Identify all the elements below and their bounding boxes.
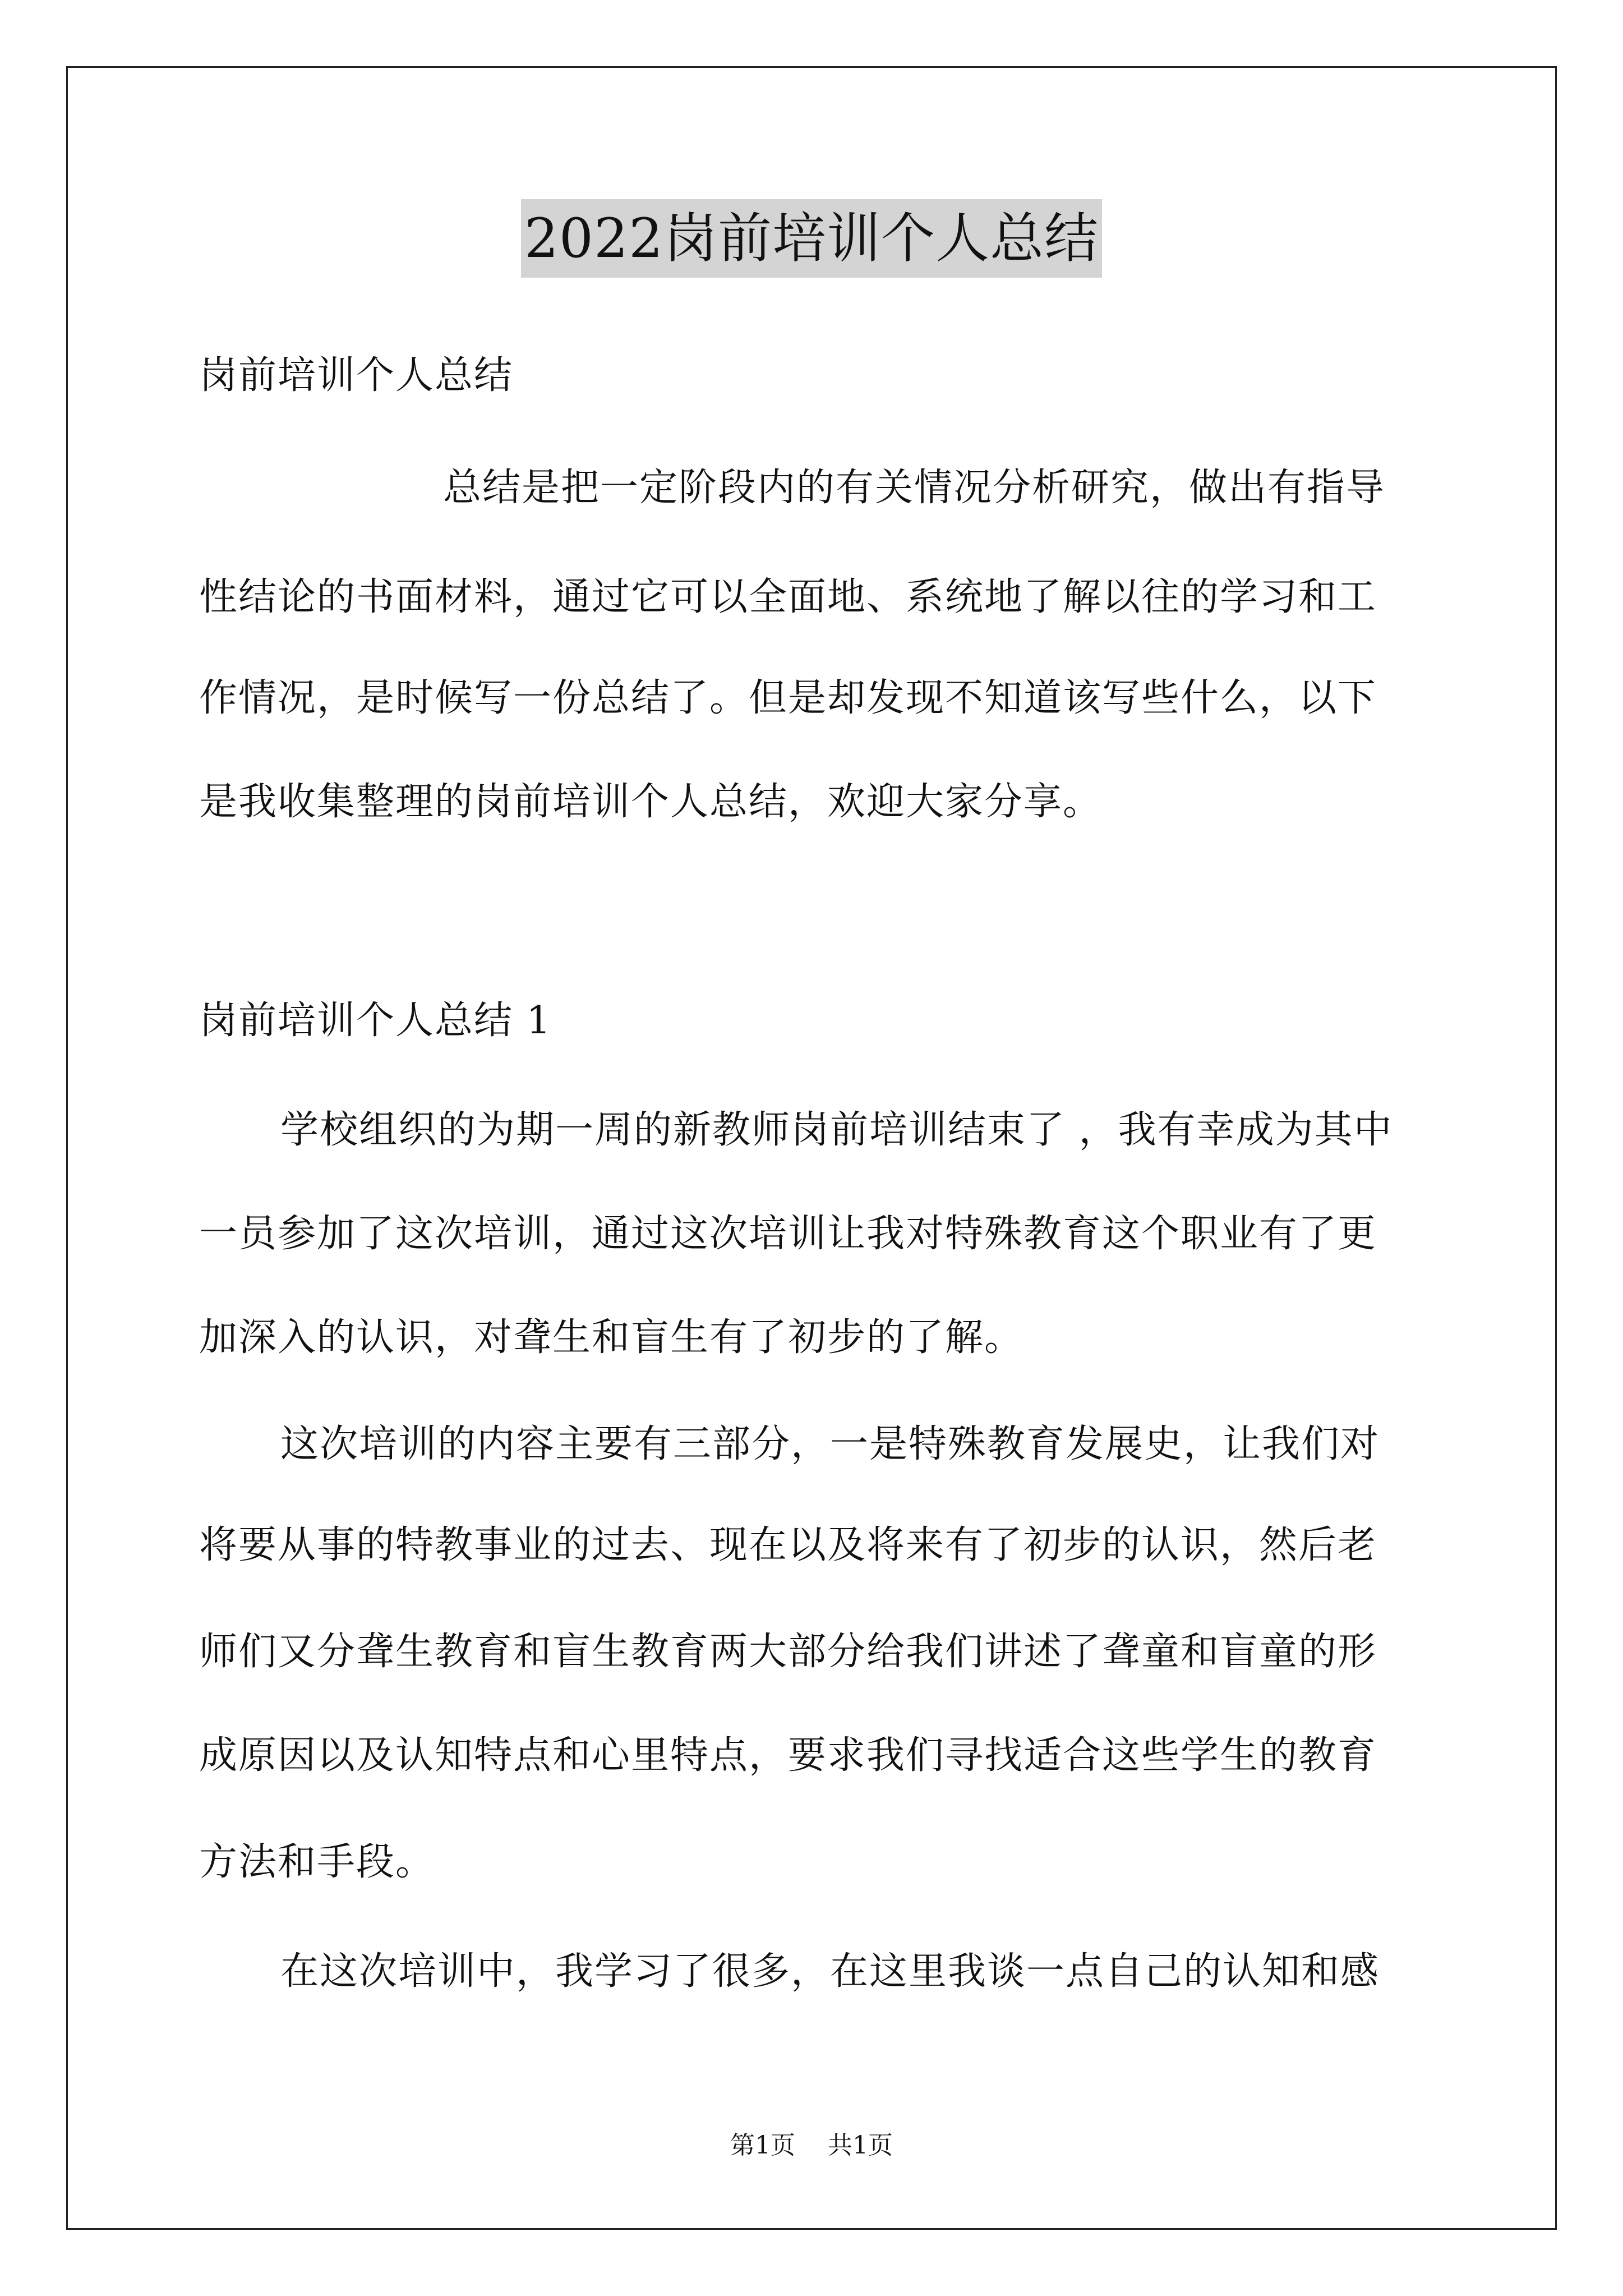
paragraph-line: 作情况，是时候写一份总结了。但是却发现不知道该写些什么，以下 bbox=[199, 676, 1377, 720]
paragraph-line: 在这次培训中，我学习了很多，在这里我谈一点自己的认知和感 bbox=[280, 1949, 1380, 1994]
paragraph-line: 一员参加了这次培训，通过这次培训让我对特殊教育这个职业有了更 bbox=[199, 1212, 1377, 1256]
page-footer bbox=[0, 2129, 1623, 2162]
paragraph-line: 总结是把一定阶段内的有关情况分析研究，做出有指导 bbox=[443, 466, 1386, 510]
document-title: 2022岗前培训个人总结 bbox=[521, 199, 1102, 278]
section-heading-1: 岗前培训个人总结 1 bbox=[199, 999, 552, 1043]
page-number: 第1页 bbox=[730, 2131, 795, 2160]
paragraph-line: 是我收集整理的岗前培训个人总结，欢迎大家分享。 bbox=[199, 780, 1103, 824]
paragraph-line: 将要从事的特教事业的过去、现在以及将来有了初步的认识，然后老 bbox=[199, 1523, 1377, 1567]
paragraph-line: 师们又分聋生教育和盲生教育两大部分给我们讲述了聋童和盲童的形 bbox=[199, 1630, 1377, 1674]
paragraph-line: 成原因以及认知特点和心里特点，要求我们寻找适合这些学生的教育 bbox=[199, 1733, 1377, 1778]
paragraph-line: 学校组织的为期一周的新教师岗前培训结束了 ，我有幸成为其中 bbox=[280, 1108, 1393, 1152]
paragraph-line: 这次培训的内容主要有三部分，一是特殊教育发展史，让我们对 bbox=[280, 1422, 1380, 1466]
paragraph-line: 方法和手段。 bbox=[199, 1840, 435, 1884]
title-container bbox=[0, 199, 1623, 278]
paragraph-line: 加深入的认识，对聋生和盲生有了初步的了解。 bbox=[199, 1315, 1024, 1360]
paragraph-line: 性结论的书面材料，通过它可以全面地、系统地了解以往的学习和工 bbox=[199, 575, 1377, 619]
page-total: 共1页 bbox=[828, 2131, 893, 2160]
section-heading-intro: 岗前培训个人总结 bbox=[199, 353, 514, 398]
